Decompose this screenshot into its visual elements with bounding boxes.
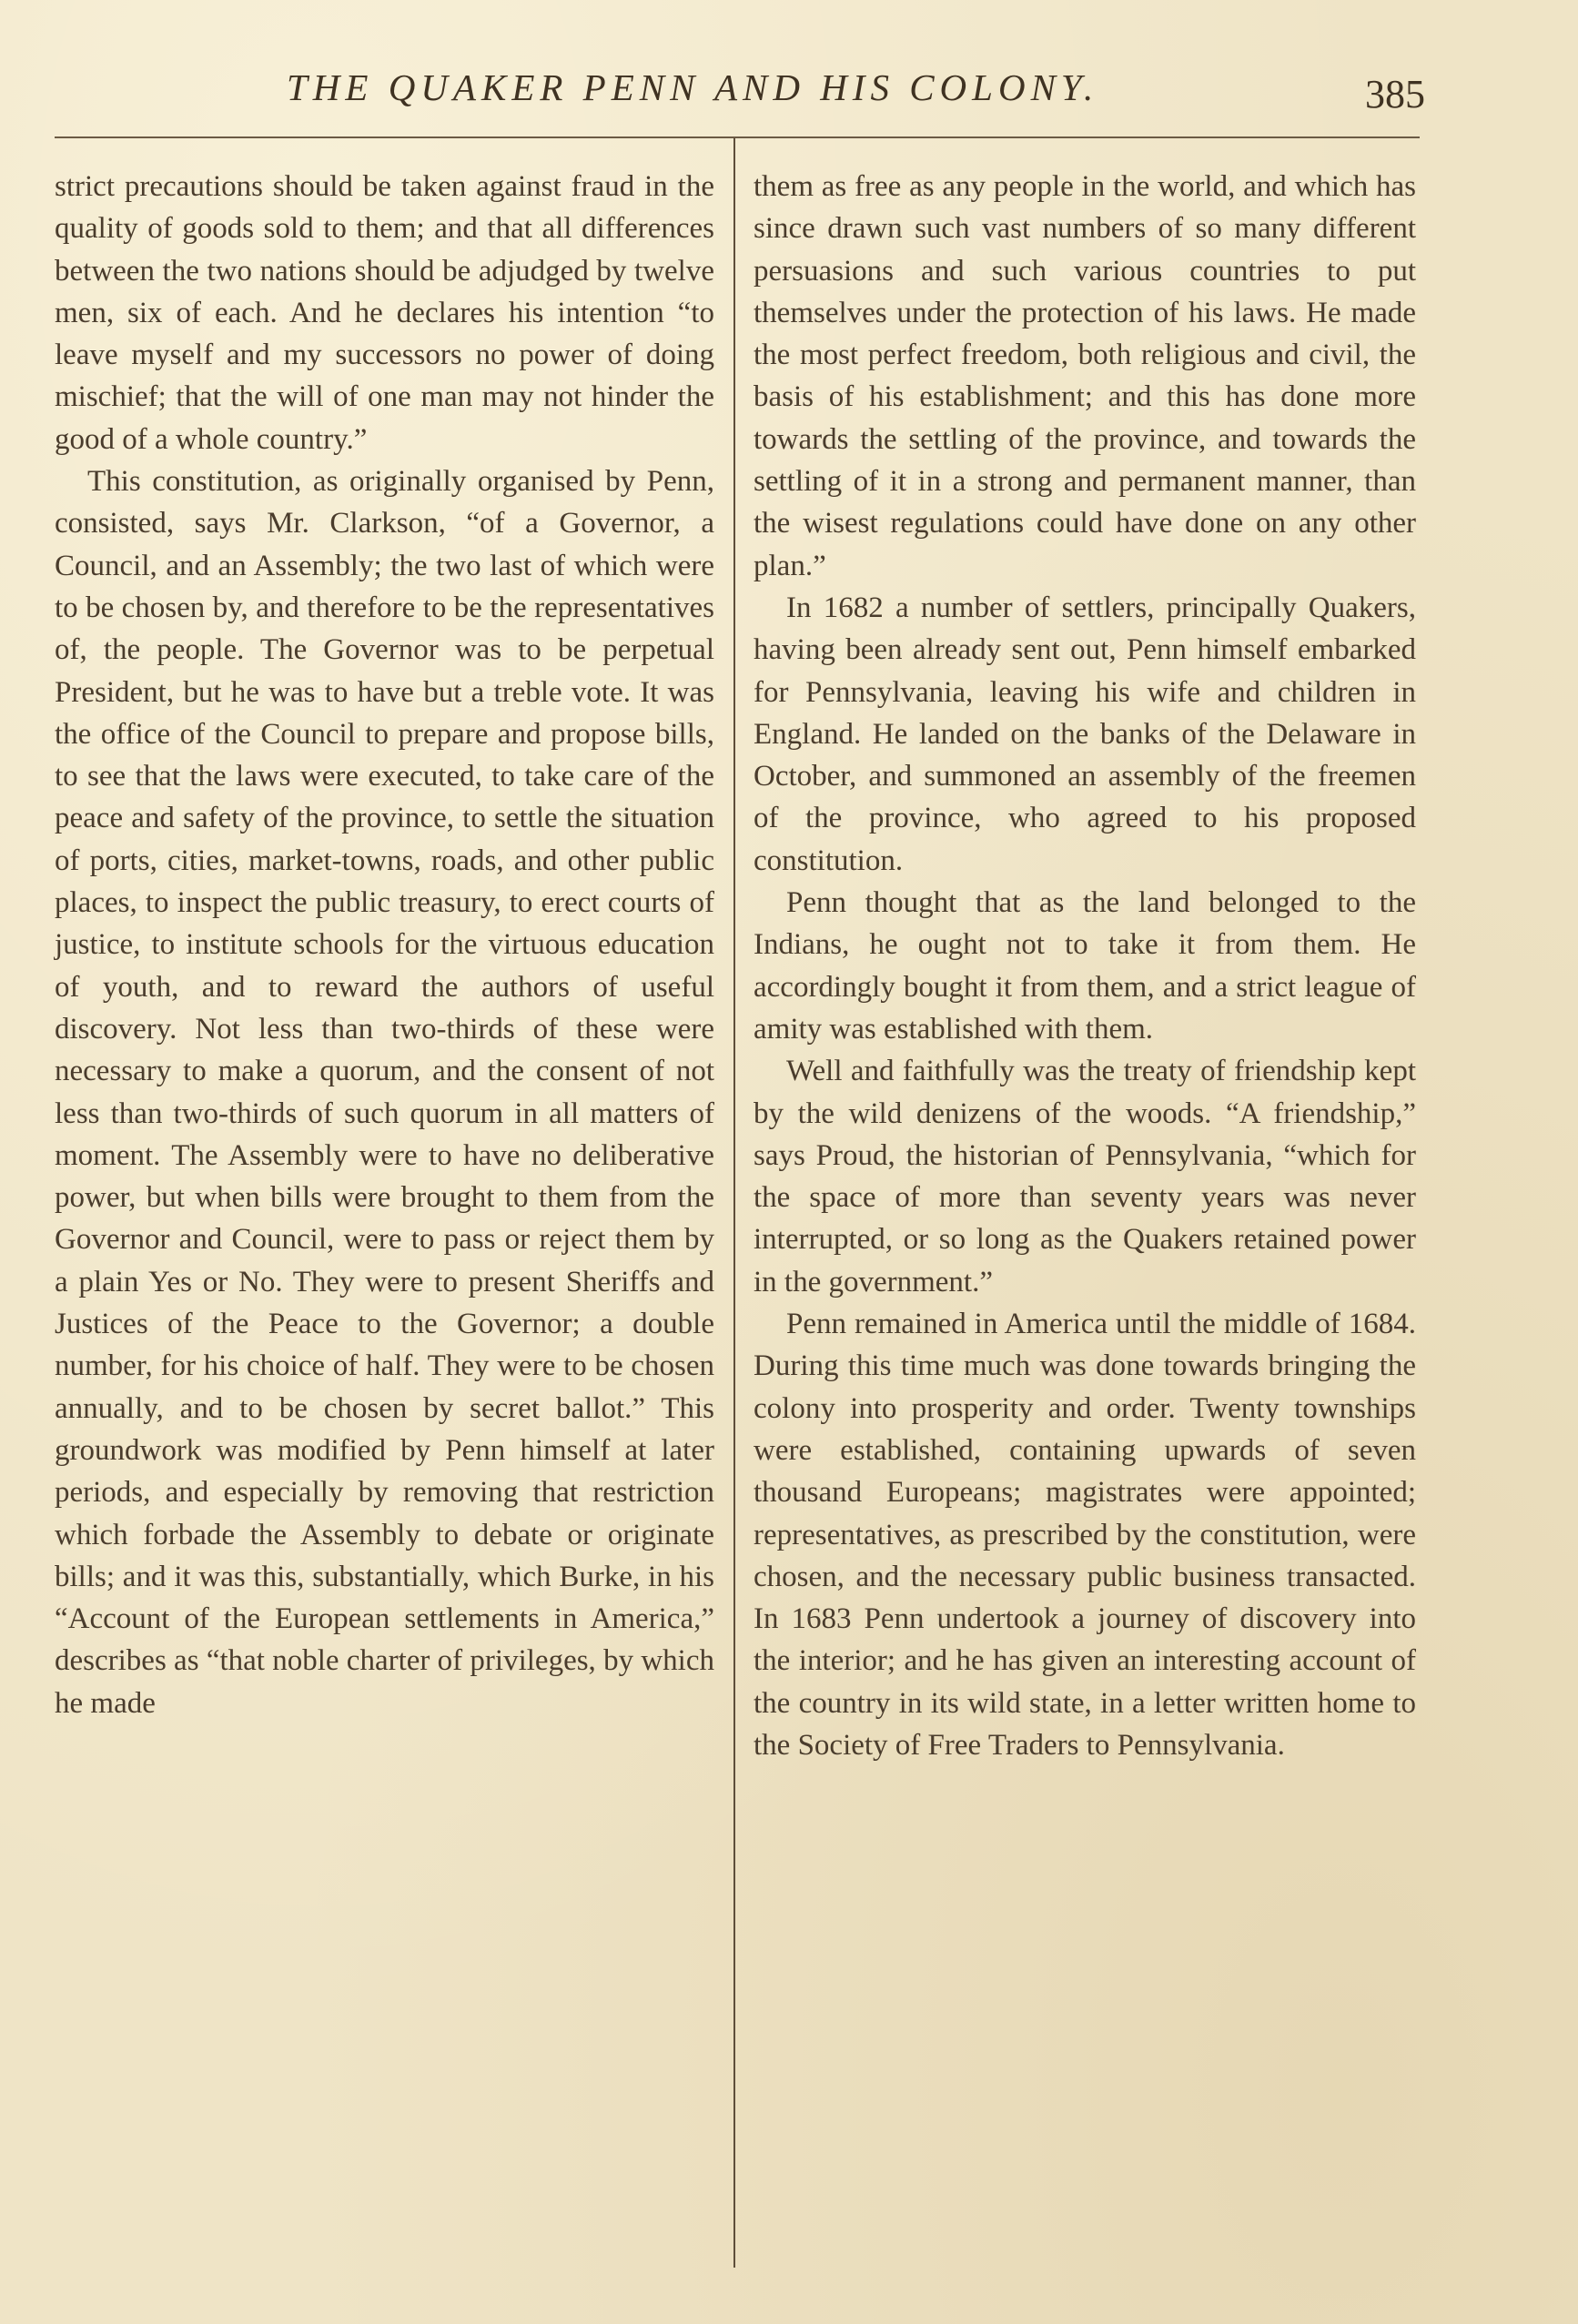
paragraph: This constitution, as originally organised by Penn, consisted, says Mr. Clarkson, “of a Governor, a Council, and an Assembly; the two last of which were to be chosen by, and therefore to be the representatives of, the people. The Governor was to be perpetual President, but he was to have but a treble vote. It was the office of the Council to prepare and propose bills, to see that the laws were executed, to take care of the peace and safety of the province, to settle the situation of ports, cities, market-towns, roads, and other public places, to inspect the public treasury, to erect courts of justice, to institute schools for the virtuous education of youth, and to reward the authors of useful discovery. Not less than two-thirds of these were necessary to make a quorum, and the consent of not less than two-thirds of such quorum in all matters of moment. The Assembly were to have no deliberative power, but when bills were brought to them from the Governor and Council, were to pass or reject them by a plain Yes or No. They were to present Sheriffs and Justices of the Peace to the Governor; a double number, for his choice of half. They were to be chosen annually, and to be chosen by secret ballot.” This groundwork was modified by Penn himself at later periods, and especially by removing that restriction which forbade the Assembly to debate or originate bills; and it was this, substantially, which Burke, in his “Account of the European settlements in America,” describes as “that noble charter of privileges, by which he made <box>55 465 714 1720</box>
paragraph: In 1682 a number of settlers, principally Quakers, having been already sent out, Penn himself embarked for Pennsylvania, leaving his wife and children in England. He landed on the banks of the Delaware in October, and summoned an assembly of the freemen of the province, who agreed to his proposed constitution. <box>754 591 1416 877</box>
right-column <box>754 166 1416 1766</box>
paragraph: Penn remained in America until the middle of 1684. During this time much was done towards bringing the colony into prosperity and order. Twenty townships were established, containing upwards of seven thousand Europeans; magistrates were appointed; representatives, as prescribed by the constitution, were chosen, and the necessary public business transacted. In 1683 Penn undertook a journey of discovery into the interior; and he has given an interesting account of the country in its wild state, in a letter written home to the Society of Free Traders to Pennsylvania. <box>754 1308 1416 1762</box>
header-rule <box>55 136 1420 138</box>
left-column <box>55 166 714 1724</box>
paragraph: Penn thought that as the land belonged to the Indians, he ought not to take it from them. He accordingly bought it from them, and a strict league of amity was established with them. <box>754 886 1416 1046</box>
paragraph: them as free as any people in the world, and which has since drawn such vast numbers of so many different persuasions and such various countries to put themselves under the protection of his laws. He made the most perfect freedom, both religious and civil, the basis of his establishment; and this has done more towards the settling of the province, and towards the settling of it in a strong and permanent manner, than the wisest regulations could have done on any other plan.” <box>754 170 1416 582</box>
running-head <box>55 66 1425 120</box>
page-number: 385 <box>1365 72 1425 116</box>
paragraph: Well and faithfully was the treaty of friendship kept by the wild denizens of the woods. “A friendship,” says Proud, the historian of Pennsylvania, “which for the space of more than seventy years was never interrupted, or so long as the Quakers retained power in the government.” <box>754 1055 1416 1298</box>
column-divider <box>733 138 735 2268</box>
running-title: THE QUAKER PENN AND HIS COLONY. <box>287 66 1099 108</box>
paragraph: strict precautions should be taken against fraud in the quality of goods sold to them; and that all differences between the two nations should be adjudged by twelve men, six of each. And he declares his intention “to leave myself and my successors no power of doing mischief; that the will of one man may not hinder the good of a whole country.” <box>55 170 714 456</box>
